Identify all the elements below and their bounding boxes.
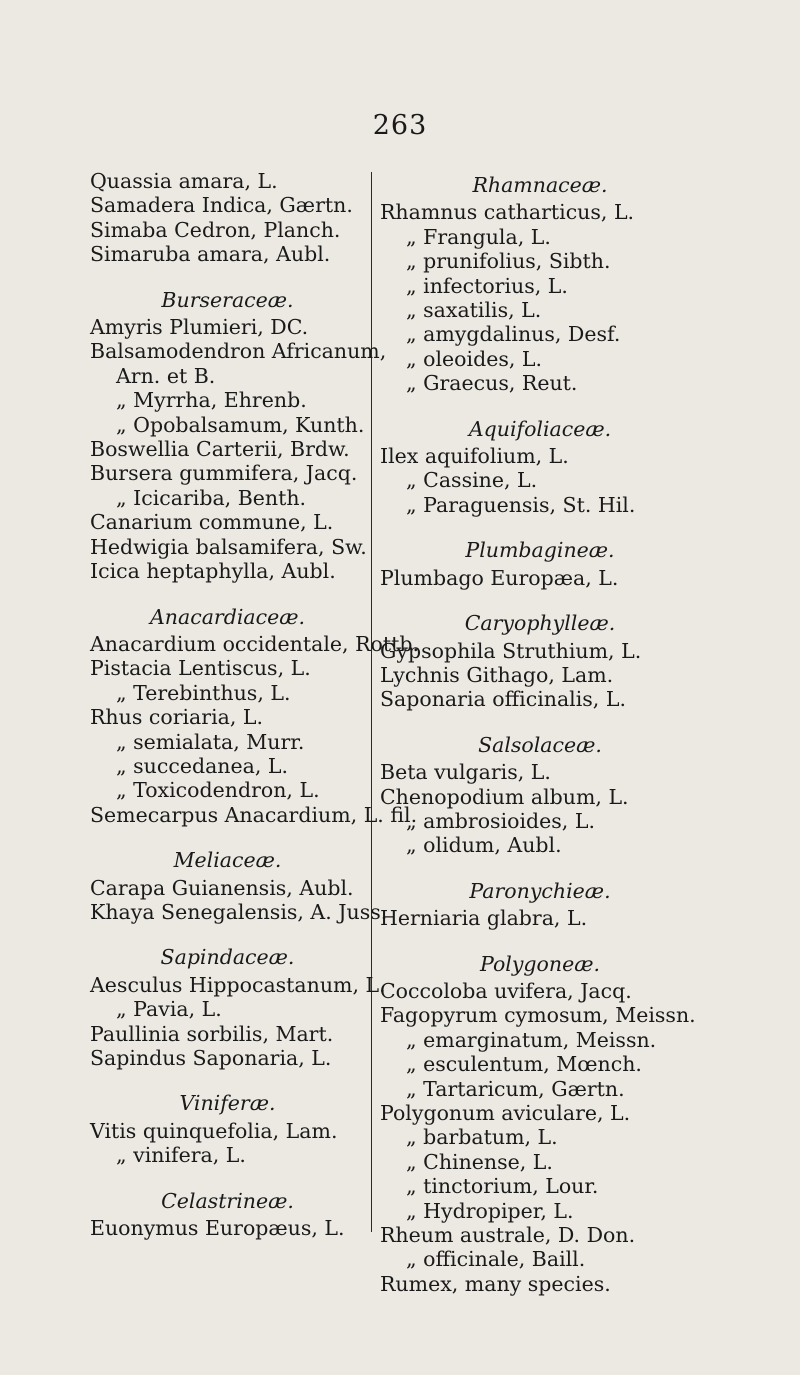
species-entry: Aesculus Hippocastanum, L.	[90, 972, 386, 997]
species-entry: „ Terebinthus, L.	[116, 680, 291, 705]
family-heading: Viniferæ.	[179, 1091, 276, 1116]
left-column	[90, 169, 419, 1257]
species-entry: „ vinifera, L.	[116, 1143, 246, 1168]
family-section	[380, 413, 700, 518]
species-entry: Bursera gummifera, Jacq.	[90, 461, 358, 486]
species-entry: „ amygdalinus, Desf.	[406, 322, 621, 347]
species-entry: Anacardium occidentale, Rottb.	[90, 631, 419, 656]
species-entry: Semecarpus Anacardium, L. fil.	[90, 802, 418, 827]
family-heading: Salsolaceæ.	[478, 732, 602, 757]
family-section	[380, 169, 700, 396]
species-entry: „ Pavia, L.	[116, 997, 222, 1022]
species-entry: Rhus coriaria, L.	[90, 705, 264, 730]
family-section	[380, 875, 700, 931]
species-entry: „ Tartaricum, Gærtn.	[406, 1076, 625, 1101]
family-section	[380, 534, 700, 590]
family-heading: Sapindaceæ.	[160, 945, 295, 970]
species-entry: „ Toxicodendron, L.	[116, 778, 320, 803]
family-heading: Meliaceæ.	[173, 848, 282, 873]
species-entry: „ Icicariba, Benth.	[116, 485, 307, 510]
family-heading: Rhamnaceæ.	[472, 173, 608, 197]
species-entry: Chenopodium album, L.	[380, 784, 629, 809]
species-entry: Plumbago Europæa, L.	[380, 565, 619, 590]
family-section	[380, 948, 700, 1297]
family-heading: Burseraceæ.	[161, 287, 294, 312]
family-heading: Caryophylleæ.	[464, 611, 616, 636]
species-entry: „ Opobalsamum, Kunth.	[116, 412, 365, 437]
species-entry: Ilex aquifolium, L.	[380, 444, 569, 469]
species-entry: Carapa Guianensis, Aubl.	[90, 875, 354, 900]
family-section	[90, 601, 419, 828]
species-entry: „ tinctorium, Lour.	[406, 1174, 599, 1199]
species-entry: Canarium commune, L.	[90, 510, 334, 535]
species-entry: Boswellia Carterii, Brdw.	[90, 437, 350, 462]
species-entry: Gypsophila Struthium, L.	[380, 638, 642, 663]
species-entry: Simaba Cedron, Planch.	[90, 217, 341, 242]
family-heading: Aquifoliaceæ.	[468, 416, 612, 441]
species-entry: Rhamnus catharticus, L.	[380, 200, 635, 225]
species-entry: „ oleoides, L.	[406, 346, 543, 371]
species-entry: „ saxatilis, L.	[406, 298, 542, 323]
species-entry: „ esculentum, Mœnch.	[406, 1052, 642, 1077]
family-heading: Anacardiaceæ.	[149, 604, 306, 629]
family-heading: Polygoneæ.	[479, 951, 601, 976]
species-entry: „ olidum, Aubl.	[406, 833, 562, 858]
species-entry: Balsamodendron Africanum,	[90, 339, 387, 364]
species-entry: Simaruba amara, Aubl.	[90, 242, 331, 267]
family-section	[90, 1185, 375, 1241]
species-entry: „ succedanea, L.	[116, 753, 289, 778]
species-entry: „ prunifolius, Sibth.	[406, 249, 611, 274]
species-entry: Coccoloba uvifera, Jacq.	[380, 978, 632, 1003]
species-entry: „ Hydropiper, L.	[406, 1198, 574, 1223]
species-entry: Rumex, many species.	[380, 1271, 611, 1296]
species-entry: Lychnis Githago, Lam.	[380, 662, 614, 687]
family-section	[90, 169, 375, 267]
species-entry: „ barbatum, L.	[406, 1125, 558, 1150]
species-entry: Hedwigia balsamifera, Sw.	[90, 534, 367, 559]
species-entry: Rheum australe, D. Don.	[380, 1223, 636, 1248]
page-number: 263	[372, 110, 428, 141]
family-section	[90, 284, 387, 584]
family-section	[90, 1087, 375, 1167]
species-entry: „ Myrrha, Ehrenb.	[116, 388, 307, 413]
species-entry: Herniaria glabra, L.	[380, 906, 588, 931]
species-entry: „ officinale, Baill.	[406, 1247, 586, 1272]
family-section	[380, 729, 700, 858]
family-heading: Plumbagineæ.	[465, 538, 615, 563]
species-entry: „ emarginatum, Meissn.	[406, 1027, 657, 1052]
species-entry: Saponaria officinalis, L.	[380, 687, 626, 712]
family-section	[90, 844, 388, 924]
species-entry: Amyris Plumieri, DC.	[90, 315, 309, 340]
family-heading: Celastrineæ.	[161, 1188, 294, 1213]
family-section	[90, 941, 386, 1070]
right-column	[380, 169, 700, 1313]
species-entry: Khaya Senegalensis, A. Juss.	[90, 899, 388, 924]
species-entry: Arn. et B.	[116, 363, 216, 388]
species-entry: Beta vulgaris, L.	[380, 760, 551, 785]
family-heading: Paronychieæ.	[469, 878, 611, 903]
species-entry: Polygonum aviculare, L.	[380, 1101, 631, 1125]
species-entry: „ Chinense, L.	[406, 1149, 553, 1174]
species-entry: Icica heptaphylla, Aubl.	[90, 559, 336, 584]
species-entry: Paullinia sorbilis, Mart.	[90, 1021, 334, 1046]
species-entry: Samadera Indica, Gærtn.	[90, 193, 353, 218]
species-entry: Quassia amara, L.	[90, 169, 278, 193]
species-entry: Vitis quinquefolia, Lam.	[90, 1118, 338, 1143]
species-entry: „ semialata, Murr.	[116, 729, 305, 754]
species-entry: Pistacia Lentiscus, L.	[90, 656, 311, 681]
species-entry: Fagopyrum cymosum, Meissn.	[380, 1003, 696, 1028]
species-entry: Sapindus Saponaria, L.	[90, 1046, 332, 1070]
species-entry: „ Frangula, L.	[406, 224, 551, 249]
species-entry: „ infectorius, L.	[406, 273, 568, 298]
species-entry: „ Paraguensis, St. Hil.	[406, 492, 636, 517]
species-entry: „ Cassine, L.	[406, 468, 538, 493]
species-entry: „ Graecus, Reut.	[406, 371, 578, 396]
family-section	[380, 607, 700, 712]
species-entry: Euonymus Europæus, L.	[90, 1216, 345, 1241]
species-entry: „ ambrosioides, L.	[406, 808, 595, 833]
